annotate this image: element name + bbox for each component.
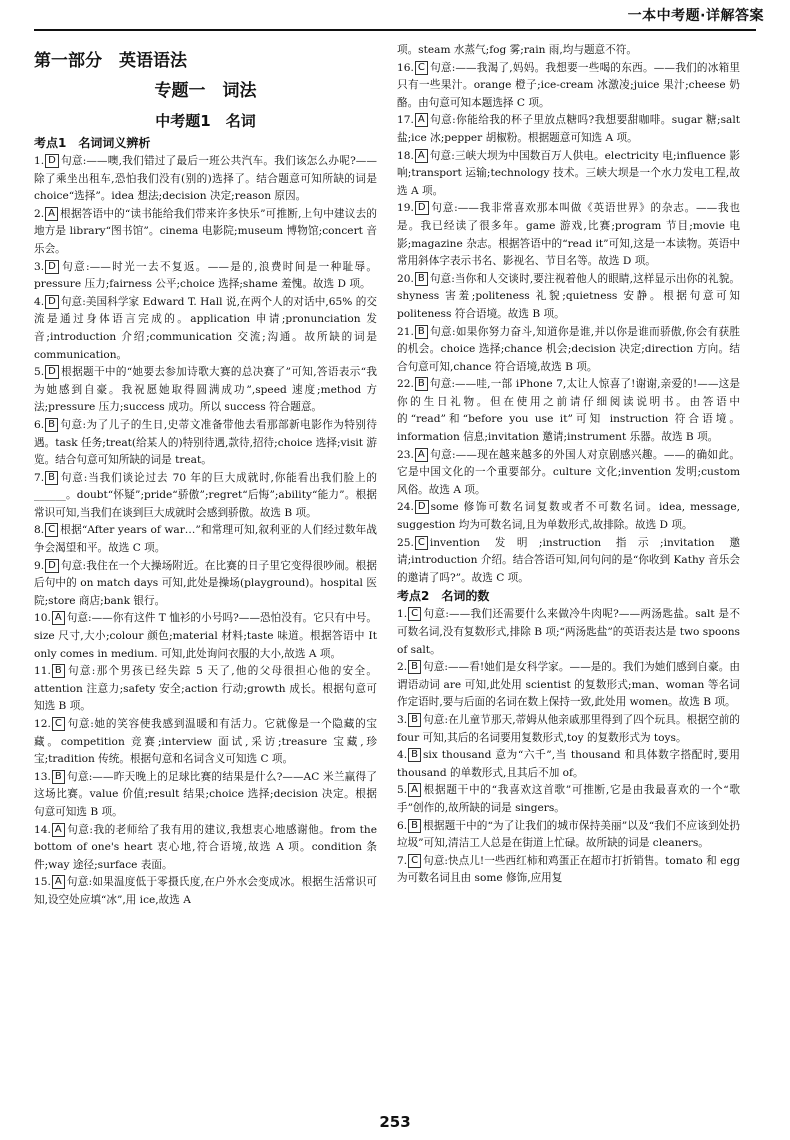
answer-item (34, 874, 377, 909)
exam-title: 中考题1 名词 (155, 112, 256, 130)
answer-letter: D (45, 559, 59, 573)
item-number: 7. (397, 854, 408, 867)
left-content (34, 134, 377, 910)
item-number: 9. (34, 559, 45, 572)
item-number: 10. (34, 612, 51, 625)
answer-letter: B (52, 770, 65, 784)
answer-letter: B (415, 272, 428, 286)
answer-item (397, 712, 740, 747)
answer-item (397, 447, 740, 500)
answer-item (397, 853, 740, 888)
part-title: 第一部分 英语语法 (34, 51, 187, 71)
answer-item (34, 522, 377, 557)
answer-letter: A (52, 611, 65, 625)
item-number: 11. (34, 665, 51, 678)
explanation-text: 句意:美国科学家 Edward T. Hall 说,在两个人的对话中,65% 的交流是通过身体语言完成的。application 申请;pronunciation 发音;introduction 介绍;communication 交流;沟通。故所缺的词是 communication。 (34, 295, 377, 361)
answer-item (34, 663, 377, 716)
answer-letter: D (45, 260, 59, 274)
explanation-text: 句意:我的老师给了我有用的建议,我想衷心地感谢他。from the bottom of one's heart 衷心地,符合语境,故选 A 项。condition 条件;way 途径;surface 表面。 (34, 823, 377, 871)
answer-letter: D (45, 365, 59, 379)
answer-item (397, 324, 740, 377)
answer-item (34, 417, 377, 470)
answer-item (397, 60, 740, 113)
answer-letter: B (415, 325, 428, 339)
right-column (397, 42, 740, 888)
explanation-text: 句意:——我们还需要什么来做冷牛肉呢?——两汤匙盐。salt 是不可数名词,没有复数形式,排除 B 项;“两汤匙盐”的英语表达是 two spoons of salt。 (397, 608, 740, 656)
item-number: 1. (34, 155, 45, 167)
answer-item (397, 499, 740, 534)
explanation-text: 句意:为了儿子的生日,史蒂文准备带他去看那部新电影作为特别待遇。task 任务;treat(给某人的)特别待遇,款待,招待;choice 选择;visit 游览。结合句意可知所缺的词是 treat。 (34, 418, 377, 467)
explanation-text: 根据“After years of war…”和常理可知,叙利亚的人们经过数年战争会渴望和平。故选 C 项。 (34, 524, 377, 555)
answer-letter: B (408, 713, 421, 727)
item-number: 24. (397, 501, 414, 514)
item-number: 7. (34, 471, 45, 484)
answer-item (34, 610, 377, 663)
item-number: 23. (397, 448, 414, 461)
explanation-text: 根据题干中的“我喜欢这首歌”可推断,它是由我最喜欢的一个“歌手”创作的,故所缺的词是 singers。 (397, 784, 740, 814)
item-number: 20. (397, 272, 414, 285)
item-number: 5. (397, 784, 408, 797)
explanation-text: 句意:——你有这件 T 恤衫的小号吗?——恐怕没有。它只有中号。size 尺寸,大小;colour 颜色;material 材料;taste 味道。根据答语中 It only comes in medium. 可知,此处询问衣服的大小,故选 A 项。 (34, 612, 377, 660)
item-number: 4. (34, 295, 45, 308)
answer-letter: A (52, 823, 65, 837)
item-number: 21. (397, 325, 414, 338)
explanation-text: 句意:我住在一个大操场附近。在比赛的日子里它变得很吵闹。根据后句中的 on match days 可知,此处是操场(playground)。hospital 医院;store 商店;bank 银行。 (34, 559, 377, 607)
answer-letter: B (45, 418, 58, 432)
item-number: 22. (397, 378, 414, 391)
answer-letter: B (408, 660, 421, 674)
explanation-text: 根据题干中的“她要去参加诗歌大赛的总决赛了”可知,答语表示“我为她感到自豪。我祝愿她取得圆满成功”,speed 速度;method 方法;pressure 压力;success 成功。所以 success 符合题意。 (34, 366, 377, 414)
item-number: 3. (34, 260, 45, 273)
answer-letter: B (52, 664, 65, 678)
topic-title: 专题一 词法 (154, 81, 257, 101)
answer-letter: C (52, 717, 65, 731)
answer-item (34, 558, 377, 611)
explanation-text: 句意:如果你努力奋斗,知道你是谁,并以你是谁而骄傲,你会有获胜的机会。choice 选择;chance 机会;decision 决定;direction 方向。结合句意可知,chance 符合语境,故选 B 项。 (397, 325, 740, 373)
explanation-text: 句意:——看!她们是女科学家。——是的。我们为她们感到自豪。由谓语动词 are 可知,此处用 scientist 的复数形式;man、woman 等名词作定语时,要与后面的名词在数上保持一致,此处用 women。故选 B 项。 (397, 661, 740, 709)
answer-item (397, 659, 740, 712)
answer-letter: A (415, 113, 428, 127)
explanation-text: 句意:——我渴了,妈妈。我想要一些喝的东西。——我们的冰箱里只有一些果汁。orange 橙子;ice-cream 冰激凌;juice 果汁;cheese 奶酪。由句意可知本题选择 C 项。 (397, 61, 740, 109)
header-rule (34, 29, 756, 31)
item-number: 8. (34, 524, 45, 537)
item-number: 2. (397, 661, 408, 674)
answer-item (397, 148, 740, 201)
answer-letter: C (415, 61, 428, 75)
answer-letter: A (408, 783, 421, 797)
answer-item (397, 606, 740, 659)
item-number: 2. (34, 207, 45, 220)
answer-item (397, 818, 740, 853)
item-number: 5. (34, 366, 45, 379)
answer-item (397, 376, 740, 446)
answer-letter: A (45, 207, 58, 221)
left-column (34, 48, 377, 910)
answer-letter: B (408, 819, 421, 833)
item-number: 13. (34, 770, 51, 783)
answer-letter: B (408, 748, 421, 762)
answer-item (34, 716, 377, 769)
explanation-text: 句意:快点儿!一些西红柿和鸡蛋正在超市打折销售。tomato 和 egg 为可数名词且由 some 修饰,应用复 (397, 854, 740, 885)
answer-item (397, 782, 740, 817)
header-title: 一本中考题·详解答案 (627, 8, 764, 24)
answer-letter: A (52, 875, 65, 889)
answer-item (34, 294, 377, 364)
explanation-text: 句意:当你和人交谈时,要注视着他人的眼睛,这样显示出你的礼貌。shyness 害羞;politeness 礼貌;quietness 安静。根据句意可知 politeness 符合语境。故选 B 项。 (397, 272, 740, 320)
answer-letter: B (45, 471, 58, 485)
explanation-text: some 修饰可数名词复数或者不可数名词。idea, message, suggestion 均为可数名词,且为单数形式,故排除。故选 D 项。 (397, 501, 740, 532)
item-number: 4. (397, 749, 408, 762)
explanation-text: 句意:——现在越来越多的外国人对京剧感兴趣。——的确如此。它是中国文化的一个重要部分。culture 文化;invention 发明;custom 风俗。故选 A 项。 (397, 448, 740, 496)
right-content (397, 42, 740, 888)
answer-letter: C (408, 854, 421, 868)
answer-item (397, 200, 740, 270)
continued-text: 项。steam 水蒸气;fog 雾;rain 雨,均与题意不符。 (397, 44, 637, 56)
answer-item (397, 535, 740, 588)
answer-item (34, 364, 377, 417)
explanation-text: 根据答语中的“读书能给我们带来许多快乐”可推断,上句中建议去的地方是 library“图书馆”。cinema 电影院;museum 博物馆;concert 音乐会。 (34, 207, 377, 255)
answer-item (34, 206, 377, 259)
explanation-text: 句意:——哇,一部 iPhone 7,太让人惊喜了!谢谢,亲爱的!——这是你的生日礼物。但在使用之前请仔细阅读说明书。由答语中的“read”和“before you use it”可知 instruction 符合语境。information 信息;invitation 邀请;instrument 乐器。故选 B 项。 (397, 378, 740, 444)
item-number: 18. (397, 149, 414, 162)
explanation-text: 根据题干中的“为了让我们的城市保持美丽”以及“我们不应该到处扔垃圾”可知,清洁工人总是在街道上忙碌。故所缺的词是 cleaners。 (397, 819, 740, 850)
explanation-text: 句意:——噢,我们错过了最后一班公共汽车。我们该怎么办呢?——除了乘坐出租车,恐怕我们没有(别的)选择了。结合题意可知所缺的词是 choice“选择”。idea 想法;decision 决定;reason 原因。 (34, 155, 377, 203)
answer-item (34, 470, 377, 523)
answer-letter: A (415, 149, 428, 163)
item-number: 15. (34, 876, 51, 889)
answer-letter: C (45, 523, 58, 537)
item-number: 6. (397, 819, 408, 832)
answer-letter: D (45, 154, 59, 168)
item-number: 3. (397, 713, 408, 726)
explanation-text: 句意:当我们谈论过去 70 年的巨大成就时,你能看出我们脸上的______。doubt“怀疑”;pride“骄傲”;regret“后悔”;ability“能力”。根据常识可知,当我们在谈到巨大成就时会感到骄傲。故选 B 项。 (34, 471, 377, 519)
item-number: 12. (34, 718, 51, 730)
answer-letter: C (415, 536, 428, 550)
item-number: 14. (34, 823, 51, 836)
item-number: 16. (397, 61, 414, 74)
answer-letter: D (415, 500, 429, 514)
answer-item (34, 769, 377, 822)
explanation-text: 句意:——我非常喜欢那本叫做《英语世界》的杂志。——我也是。我已经读了很多年。game 游戏,比赛;program 节目;movie 电影;magazine 杂志。根据答语中的“read it”可知,这是一本读物。英语中常用斜体字表示书名、影视名、节目名等。故选 D 项。 (397, 202, 740, 268)
answer-letter: D (415, 201, 429, 215)
explanation-text: 句意:——时光一去不复返。——是的,浪费时间是一种耻辱。pressure 压力;fairness 公平;choice 选择;shame 羞愧。故选 D 项。 (34, 260, 377, 291)
page-number: 253 (379, 1113, 411, 1132)
item-number: 19. (397, 202, 414, 215)
answer-letter: C (408, 607, 421, 621)
explanation-text: 句意:——昨天晚上的足球比赛的结果是什么?——AC 米兰赢得了这场比赛。value 价值;result 结果;choice 选择;decision 决定。根据句意可知选 B 项。 (34, 770, 377, 818)
explanation-text: 句意:你能给我的杯子里放点糖吗?我想要甜咖啡。sugar 糖;salt 盐;ice 冰;pepper 胡椒粉。根据题意可知选 A 项。 (397, 114, 740, 144)
explanation-text: 句意:在儿童节那天,蒂姆从他亲戚那里得到了四个玩具。根据空前的 four 可知,其后的名词要用复数形式,toy 的复数形式为 toys。 (397, 713, 740, 744)
section-title: 考点2 名词的数 (397, 589, 490, 604)
answer-item (34, 259, 377, 294)
answer-item (34, 822, 377, 875)
explanation-text: invention 发明;instruction 指示;invitation 邀请;introduction 介绍。结合答语可知,问句问的是“你收到 Kathy 音乐会的邀请了吗?”。故选 C 项。 (397, 536, 740, 584)
answer-item (397, 747, 740, 782)
answer-letter: D (45, 295, 59, 309)
item-number: 17. (397, 114, 414, 127)
answer-letter: A (415, 448, 428, 462)
answer-letter: B (415, 377, 428, 391)
explanation-text: 句意:三峡大坝为中国数百万人供电。electricity 电;influence 影响;transport 运输;technology 技术。三峡大坝是一个水力发电工程,故选 A 项。 (397, 149, 740, 197)
explanation-text: 句意:如果温度低于零摄氏度,在户外水会变成冰。根据生活常识可知,设空处应填“冰”,用 ice,故选 A (34, 876, 377, 906)
item-number: 25. (397, 536, 414, 549)
explanation-text: 句意:她的笑容使我感到温暖和有活力。它就像是一个隐藏的宝藏。competition 竞赛;interview 面试,采访;treasure 宝藏,珍宝;tradition 传统。根据句意和名词含义可知选 C 项。 (34, 718, 377, 766)
answer-item (397, 271, 740, 324)
section-title: 考点1 名词词义辨析 (34, 136, 151, 150)
answer-item (34, 153, 377, 206)
explanation-text: 句意:那个男孩已经失踪 5 天了,他的父母很担心他的安全。attention 注意力;safety 安全;action 行动;growth 成长。根据句意可知选 B 项。 (34, 665, 377, 713)
item-number: 1. (397, 608, 408, 621)
answer-item (397, 112, 740, 147)
explanation-text: six thousand 意为“六千”,当 thousand 和具体数字搭配时,要用 thousand 的单数形式,且其后不加 of。 (397, 749, 740, 779)
item-number: 6. (34, 418, 45, 431)
